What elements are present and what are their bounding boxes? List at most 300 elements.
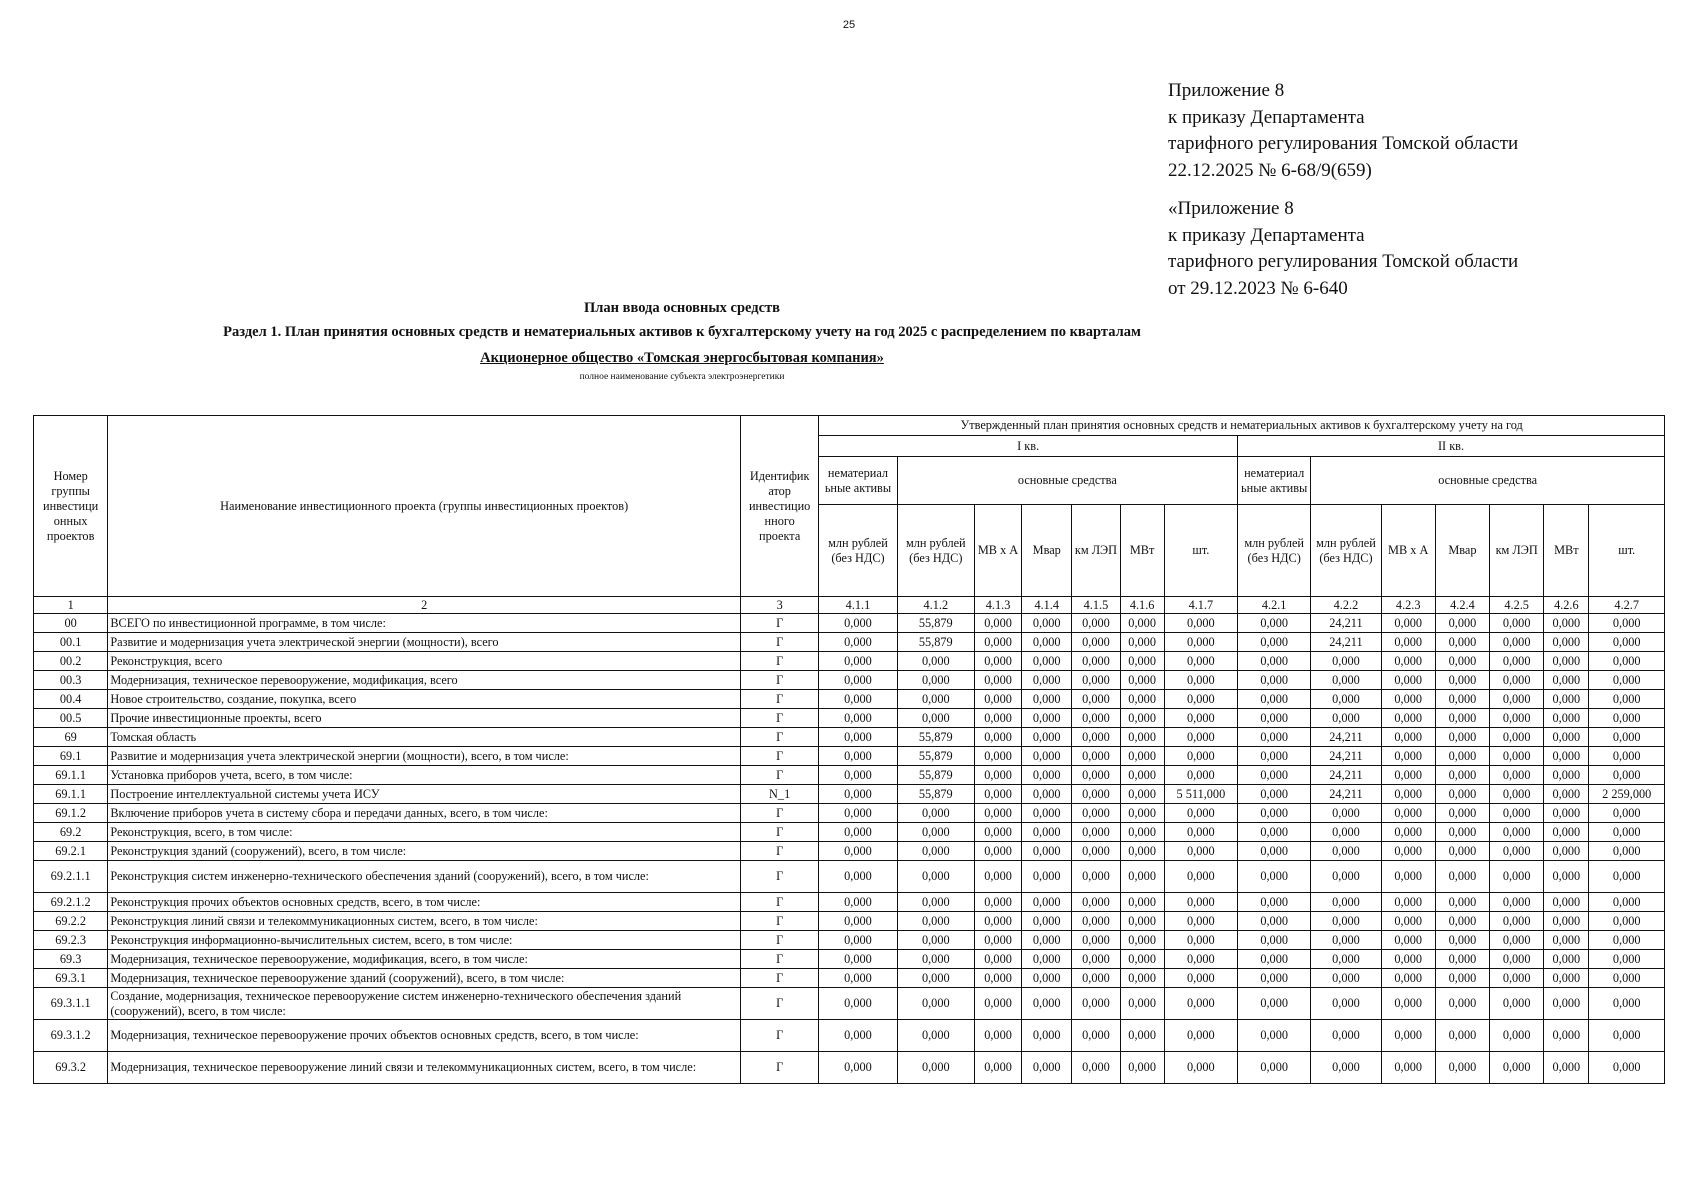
cell-value: 0,000 (1120, 931, 1164, 950)
table-row (34, 766, 1665, 785)
cell-value: 0,000 (897, 861, 974, 893)
table-row (34, 1052, 1665, 1084)
cell-value: 0,000 (1120, 614, 1164, 633)
cell-value: 0,000 (1238, 931, 1311, 950)
column-number: 4.2.3 (1381, 597, 1435, 614)
cell-value: 0,000 (1544, 785, 1589, 804)
cell-value: 55,879 (897, 785, 974, 804)
cell-value: 0,000 (1238, 652, 1311, 671)
cell-value: 24,211 (1311, 728, 1381, 747)
cell-value: 0,000 (974, 969, 1021, 988)
cell-value: 55,879 (897, 633, 974, 652)
cell-value: 55,879 (897, 747, 974, 766)
cell-value: 0,000 (1022, 633, 1072, 652)
header-group-number: Номер группы инвестици онных проектов (34, 416, 108, 597)
cell-value: 0,000 (1238, 912, 1311, 931)
table-row (34, 709, 1665, 728)
cell-value: 0,000 (1311, 690, 1381, 709)
cell-project-name: Реконструкция, всего, в том числе: (108, 823, 741, 842)
cell-value: 0,000 (1435, 823, 1489, 842)
cell-value: 0,000 (1490, 690, 1544, 709)
cell-value: 0,000 (897, 1052, 974, 1084)
cell-value: 0,000 (974, 988, 1021, 1020)
company-name: Акционерное общество «Томская энергосбытовая компания» (480, 350, 884, 366)
cell-identifier: Г (740, 988, 818, 1020)
cell-value: 0,000 (1238, 747, 1311, 766)
cell-value: 0,000 (1120, 893, 1164, 912)
cell-value: 55,879 (897, 766, 974, 785)
cell-identifier: Г (740, 912, 818, 931)
table-row (34, 823, 1665, 842)
cell-value: 0,000 (1381, 1052, 1435, 1084)
cell-value: 0,000 (1022, 912, 1072, 931)
cell-value: 0,000 (1120, 950, 1164, 969)
cell-value: 0,000 (974, 671, 1021, 690)
cell-value: 0,000 (897, 950, 974, 969)
cell-value: 0,000 (1072, 861, 1120, 893)
header-unit: км ЛЭП (1072, 505, 1120, 597)
cell-value: 0,000 (1381, 785, 1435, 804)
cell-value: 0,000 (1544, 969, 1589, 988)
cell-value: 0,000 (819, 931, 897, 950)
header-q1: I кв. (819, 436, 1238, 457)
cell-value: 0,000 (1490, 842, 1544, 861)
appendix-line: Приложение 8 (1168, 80, 1285, 101)
header-unit: МВт (1544, 505, 1589, 597)
cell-identifier: Г (740, 1052, 818, 1084)
cell-value: 0,000 (1238, 671, 1311, 690)
cell-value: 0,000 (819, 823, 897, 842)
cell-group-number: 69 (34, 728, 108, 747)
cell-value: 0,000 (1311, 988, 1381, 1020)
cell-value: 2 259,000 (1589, 785, 1665, 804)
cell-identifier: Г (740, 690, 818, 709)
cell-value: 0,000 (897, 823, 974, 842)
cell-value: 0,000 (1164, 1052, 1237, 1084)
cell-value: 0,000 (1544, 1052, 1589, 1084)
cell-value: 0,000 (819, 861, 897, 893)
cell-value: 0,000 (1589, 614, 1665, 633)
cell-value: 0,000 (1072, 785, 1120, 804)
cell-value: 0,000 (1238, 1052, 1311, 1084)
cell-value: 0,000 (819, 671, 897, 690)
cell-value: 0,000 (1589, 671, 1665, 690)
cell-value: 0,000 (1589, 969, 1665, 988)
cell-project-name: Реконструкция линий связи и телекоммуникационных систем, всего, в том числе: (108, 912, 741, 931)
cell-value: 0,000 (897, 671, 974, 690)
cell-value: 0,000 (1072, 728, 1120, 747)
cell-value: 0,000 (1490, 785, 1544, 804)
cell-value: 0,000 (1490, 950, 1544, 969)
appendix-line: от 29.12.2023 № 6-640 (1168, 277, 1348, 299)
cell-value: 0,000 (1589, 912, 1665, 931)
cell-value: 0,000 (1435, 690, 1489, 709)
cell-value: 0,000 (1490, 709, 1544, 728)
header-q1-intangible: нематериал ьные активы (819, 457, 897, 505)
cell-project-name: Создание, модернизация, техническое перевооружение систем инженерно-технического обеспечения зданий (сооружений), всего, в том числе: (108, 988, 741, 1020)
column-number: 4.1.7 (1164, 597, 1237, 614)
cell-value: 0,000 (974, 931, 1021, 950)
column-number: 4.1.3 (974, 597, 1021, 614)
cell-project-name: Прочие инвестиционные проекты, всего (108, 709, 741, 728)
cell-value: 0,000 (1164, 842, 1237, 861)
appendix-line: к приказу Департамента (1168, 224, 1365, 246)
cell-value: 0,000 (1490, 893, 1544, 912)
cell-value: 0,000 (897, 893, 974, 912)
cell-value: 0,000 (1381, 633, 1435, 652)
header-unit: млн рублей (без НДС) (1238, 505, 1311, 597)
cell-identifier: Г (740, 728, 818, 747)
cell-value: 0,000 (1164, 633, 1237, 652)
cell-value: 0,000 (1589, 709, 1665, 728)
cell-group-number: 00.5 (34, 709, 108, 728)
cell-value: 0,000 (1238, 988, 1311, 1020)
cell-value: 0,000 (1120, 652, 1164, 671)
cell-project-name: Модернизация, техническое перевооружение линий связи и телекоммуникационных систем, всего, в том числе: (108, 1052, 741, 1084)
cell-value: 0,000 (1311, 931, 1381, 950)
cell-value: 0,000 (1490, 747, 1544, 766)
cell-value: 0,000 (1022, 804, 1072, 823)
cell-value: 24,211 (1311, 785, 1381, 804)
header-unit: Мвар (1435, 505, 1489, 597)
table-row (34, 893, 1665, 912)
cell-value: 0,000 (1589, 842, 1665, 861)
cell-project-name: Развитие и модернизация учета электрической энергии (мощности), всего, в том числе: (108, 747, 741, 766)
cell-group-number: 69.2 (34, 823, 108, 842)
cell-group-number: 00.3 (34, 671, 108, 690)
header-unit: млн рублей (без НДС) (819, 505, 897, 597)
cell-value: 0,000 (1435, 804, 1489, 823)
cell-value: 0,000 (1120, 785, 1164, 804)
table-row (34, 671, 1665, 690)
cell-value: 0,000 (1072, 671, 1120, 690)
header-unit: МВт (1120, 505, 1164, 597)
cell-value: 0,000 (1544, 893, 1589, 912)
cell-value: 0,000 (1120, 1020, 1164, 1052)
cell-value: 0,000 (1072, 988, 1120, 1020)
cell-value: 0,000 (1022, 709, 1072, 728)
cell-value: 0,000 (1311, 709, 1381, 728)
cell-value: 0,000 (1490, 804, 1544, 823)
cell-value: 0,000 (1164, 861, 1237, 893)
cell-identifier: Г (740, 1020, 818, 1052)
cell-value: 0,000 (819, 842, 897, 861)
header-unit: МВ х А (1381, 505, 1435, 597)
cell-project-name: Реконструкция информационно-вычислительных систем, всего, в том числе: (108, 931, 741, 950)
cell-value: 0,000 (1164, 823, 1237, 842)
cell-value: 0,000 (1435, 766, 1489, 785)
cell-value: 0,000 (1381, 652, 1435, 671)
cell-project-name: Построение интеллектуальной системы учета ИСУ (108, 785, 741, 804)
cell-value: 0,000 (1490, 633, 1544, 652)
cell-value: 0,000 (1544, 988, 1589, 1020)
cell-group-number: 00.2 (34, 652, 108, 671)
company-caption: полное наименование субъекта электроэнергетики (579, 372, 785, 382)
cell-value: 0,000 (1238, 728, 1311, 747)
cell-value: 0,000 (1311, 804, 1381, 823)
cell-value: 0,000 (1238, 766, 1311, 785)
cell-value: 0,000 (1072, 912, 1120, 931)
cell-value: 0,000 (1490, 1020, 1544, 1052)
header-unit: шт. (1164, 505, 1237, 597)
cell-value: 0,000 (1490, 1052, 1544, 1084)
cell-value: 0,000 (1381, 804, 1435, 823)
cell-value: 0,000 (1589, 861, 1665, 893)
cell-value: 0,000 (1164, 969, 1237, 988)
cell-value: 0,000 (1120, 671, 1164, 690)
cell-group-number: 69.3.1.2 (34, 1020, 108, 1052)
table-row (34, 804, 1665, 823)
table-row (34, 690, 1665, 709)
cell-value: 0,000 (1072, 1052, 1120, 1084)
cell-value: 0,000 (1164, 652, 1237, 671)
cell-value: 0,000 (974, 861, 1021, 893)
cell-value: 0,000 (1490, 823, 1544, 842)
cell-value: 0,000 (1120, 842, 1164, 861)
cell-value: 0,000 (1164, 709, 1237, 728)
cell-value: 0,000 (1022, 893, 1072, 912)
cell-value: 0,000 (1311, 842, 1381, 861)
cell-value: 0,000 (1435, 988, 1489, 1020)
cell-value: 0,000 (1164, 671, 1237, 690)
cell-value: 0,000 (1435, 842, 1489, 861)
cell-value: 0,000 (974, 785, 1021, 804)
cell-value: 0,000 (1435, 931, 1489, 950)
cell-value: 0,000 (1544, 633, 1589, 652)
cell-value: 0,000 (1544, 728, 1589, 747)
cell-value: 0,000 (1435, 912, 1489, 931)
table-row (34, 988, 1665, 1020)
cell-value: 0,000 (1022, 747, 1072, 766)
cell-project-name: Модернизация, техническое перевооружение прочих объектов основных средств, всего, в том числе: (108, 1020, 741, 1052)
column-number: 4.1.6 (1120, 597, 1164, 614)
cell-value: 0,000 (1072, 893, 1120, 912)
plan-table (33, 415, 1665, 1084)
cell-value: 0,000 (1589, 804, 1665, 823)
cell-value: 55,879 (897, 614, 974, 633)
cell-value: 0,000 (897, 709, 974, 728)
header-unit: млн рублей (без НДС) (897, 505, 974, 597)
cell-value: 0,000 (974, 893, 1021, 912)
table-row (34, 728, 1665, 747)
cell-value: 0,000 (1120, 633, 1164, 652)
cell-value: 0,000 (1164, 747, 1237, 766)
cell-value: 0,000 (1381, 842, 1435, 861)
cell-value: 0,000 (974, 652, 1021, 671)
cell-value: 0,000 (1164, 950, 1237, 969)
cell-value: 0,000 (1589, 1020, 1665, 1052)
cell-value: 0,000 (1490, 671, 1544, 690)
cell-value: 0,000 (1311, 823, 1381, 842)
cell-value: 0,000 (1589, 1052, 1665, 1084)
cell-value: 0,000 (1238, 969, 1311, 988)
header-unit: Мвар (1022, 505, 1072, 597)
cell-value: 0,000 (1022, 728, 1072, 747)
cell-value: 0,000 (897, 988, 974, 1020)
cell-value: 0,000 (1381, 861, 1435, 893)
header-q2: II кв. (1238, 436, 1665, 457)
cell-value: 0,000 (1544, 842, 1589, 861)
cell-value: 0,000 (1120, 1052, 1164, 1084)
cell-value: 0,000 (897, 969, 974, 988)
appendix-reference-new (1168, 78, 1518, 184)
cell-identifier: Г (740, 804, 818, 823)
cell-value: 0,000 (1072, 950, 1120, 969)
cell-group-number: 69.3.2 (34, 1052, 108, 1084)
cell-value: 0,000 (819, 652, 897, 671)
cell-value: 5 511,000 (1164, 785, 1237, 804)
cell-value: 0,000 (1589, 931, 1665, 950)
cell-value: 0,000 (1022, 988, 1072, 1020)
cell-value: 0,000 (1435, 1020, 1489, 1052)
header-q2-fixed-assets: основные средства (1311, 457, 1665, 505)
cell-value: 0,000 (1381, 1020, 1435, 1052)
cell-value: 24,211 (1311, 747, 1381, 766)
cell-value: 0,000 (1490, 931, 1544, 950)
cell-value: 0,000 (1164, 690, 1237, 709)
cell-project-name: Модернизация, техническое перевооружение, модификация, всего (108, 671, 741, 690)
cell-identifier: Г (740, 842, 818, 861)
cell-value: 0,000 (1120, 988, 1164, 1020)
cell-value: 0,000 (897, 842, 974, 861)
cell-value: 0,000 (1164, 893, 1237, 912)
cell-value: 0,000 (819, 988, 897, 1020)
cell-value: 0,000 (1238, 633, 1311, 652)
cell-value: 0,000 (1381, 988, 1435, 1020)
header-project-name: Наименование инвестиционного проекта (группы инвестиционных проектов) (108, 416, 741, 597)
cell-value: 0,000 (974, 690, 1021, 709)
cell-value: 0,000 (1164, 1020, 1237, 1052)
cell-identifier: Г (740, 861, 818, 893)
cell-value: 0,000 (1435, 893, 1489, 912)
cell-value: 0,000 (1072, 690, 1120, 709)
cell-value: 0,000 (1238, 614, 1311, 633)
cell-value: 0,000 (1238, 861, 1311, 893)
column-number: 4.2.6 (1544, 597, 1589, 614)
cell-value: 0,000 (1022, 969, 1072, 988)
header-unit: шт. (1589, 505, 1665, 597)
cell-value: 0,000 (1022, 652, 1072, 671)
cell-value: 0,000 (1381, 614, 1435, 633)
cell-value: 0,000 (1490, 988, 1544, 1020)
cell-value: 0,000 (819, 1052, 897, 1084)
cell-value: 0,000 (1120, 823, 1164, 842)
cell-value: 0,000 (897, 652, 974, 671)
cell-value: 0,000 (1490, 912, 1544, 931)
cell-value: 0,000 (819, 614, 897, 633)
cell-value: 0,000 (1435, 671, 1489, 690)
cell-value: 0,000 (1544, 766, 1589, 785)
cell-value: 0,000 (1311, 912, 1381, 931)
cell-group-number: 69.3.1.1 (34, 988, 108, 1020)
cell-identifier: Г (740, 709, 818, 728)
cell-value: 0,000 (819, 912, 897, 931)
cell-identifier: Г (740, 747, 818, 766)
header-plan-title: Утвержденный план принятия основных средств и нематериальных активов к бухгалтерскому учету на год (819, 416, 1665, 436)
cell-group-number: 69.3 (34, 950, 108, 969)
cell-value: 0,000 (1544, 652, 1589, 671)
header-q2-intangible: нематериал ьные активы (1238, 457, 1311, 505)
table-row (34, 747, 1665, 766)
cell-value: 0,000 (974, 766, 1021, 785)
section-title: Раздел 1. План принятия основных средств и нематериальных активов к бухгалтерскому учету на год 2025 с распределением по кварталам (223, 324, 1141, 340)
cell-value: 0,000 (897, 1020, 974, 1052)
cell-project-name: Реконструкция прочих объектов основных средств, всего, в том числе: (108, 893, 741, 912)
table-row (34, 969, 1665, 988)
cell-value: 0,000 (1544, 861, 1589, 893)
table-row (34, 652, 1665, 671)
cell-value: 0,000 (1381, 766, 1435, 785)
table-row (34, 950, 1665, 969)
cell-value: 0,000 (1022, 861, 1072, 893)
appendix-line: тарифного регулирования Томской области (1168, 251, 1519, 272)
cell-value: 0,000 (1435, 633, 1489, 652)
cell-value: 0,000 (1072, 1020, 1120, 1052)
cell-identifier: Г (740, 633, 818, 652)
cell-value: 0,000 (974, 614, 1021, 633)
cell-value: 0,000 (1238, 823, 1311, 842)
cell-value: 0,000 (819, 804, 897, 823)
column-number: 4.2.2 (1311, 597, 1381, 614)
cell-value: 0,000 (819, 1020, 897, 1052)
cell-value: 0,000 (1164, 931, 1237, 950)
cell-value: 0,000 (1435, 950, 1489, 969)
cell-value: 55,879 (897, 728, 974, 747)
table-row (34, 912, 1665, 931)
cell-value: 0,000 (1589, 766, 1665, 785)
cell-value: 0,000 (1120, 728, 1164, 747)
cell-value: 24,211 (1311, 766, 1381, 785)
cell-value: 0,000 (1544, 747, 1589, 766)
cell-identifier: Г (740, 950, 818, 969)
cell-value: 0,000 (1311, 969, 1381, 988)
column-number: 4.1.4 (1022, 597, 1072, 614)
cell-value: 0,000 (1072, 747, 1120, 766)
column-number: 3 (740, 597, 818, 614)
table-row (34, 1020, 1665, 1052)
cell-value: 0,000 (974, 950, 1021, 969)
cell-value: 0,000 (1072, 652, 1120, 671)
cell-value: 24,211 (1311, 633, 1381, 652)
cell-project-name: Реконструкция, всего (108, 652, 741, 671)
cell-value: 0,000 (819, 747, 897, 766)
cell-value: 0,000 (1311, 1020, 1381, 1052)
table-row (34, 842, 1665, 861)
cell-value: 0,000 (1238, 690, 1311, 709)
cell-value: 0,000 (1544, 804, 1589, 823)
cell-value: 0,000 (1164, 912, 1237, 931)
cell-value: 0,000 (1589, 823, 1665, 842)
cell-value: 0,000 (1120, 804, 1164, 823)
cell-identifier: Г (740, 823, 818, 842)
cell-value: 0,000 (1435, 709, 1489, 728)
cell-value: 0,000 (819, 893, 897, 912)
cell-value: 0,000 (1589, 728, 1665, 747)
cell-group-number: 69.2.1.2 (34, 893, 108, 912)
cell-value: 0,000 (1311, 1052, 1381, 1084)
cell-project-name: Модернизация, техническое перевооружение, модификация, всего, в том числе: (108, 950, 741, 969)
cell-group-number: 69.1.1 (34, 766, 108, 785)
column-number: 4.1.1 (819, 597, 897, 614)
cell-value: 0,000 (1238, 893, 1311, 912)
cell-group-number: 69.2.3 (34, 931, 108, 950)
header-q1-fixed-assets: основные средства (897, 457, 1237, 505)
cell-group-number: 69.1.1 (34, 785, 108, 804)
cell-value: 0,000 (819, 633, 897, 652)
cell-value: 0,000 (1381, 893, 1435, 912)
cell-value: 0,000 (1544, 690, 1589, 709)
cell-value: 0,000 (897, 912, 974, 931)
